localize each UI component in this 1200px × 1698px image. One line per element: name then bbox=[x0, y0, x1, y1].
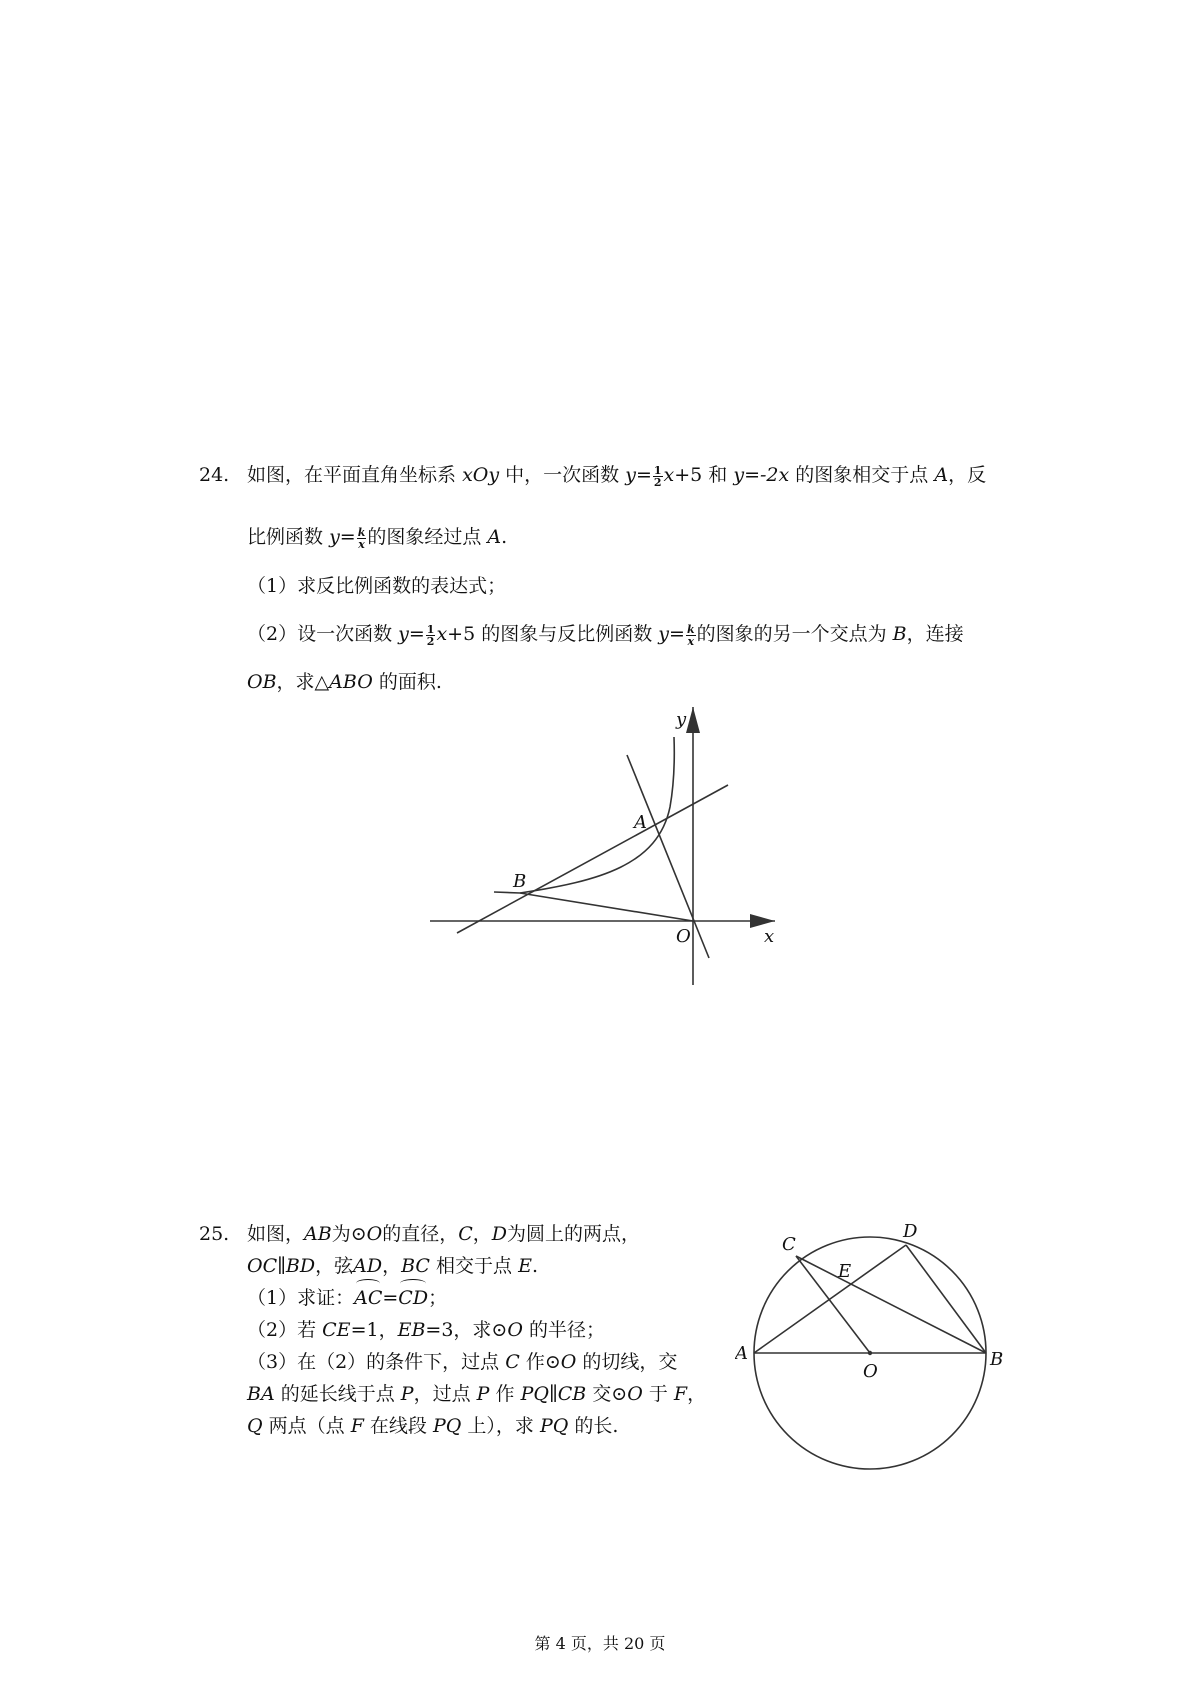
numerator: k bbox=[357, 525, 366, 539]
denominator: x bbox=[687, 634, 695, 648]
label-O: O bbox=[863, 1361, 878, 1382]
text: （2）设一次函数 bbox=[247, 623, 393, 645]
numerator: 1 bbox=[653, 463, 662, 477]
text: 的半径； bbox=[528, 1319, 605, 1341]
label-A: A bbox=[634, 812, 647, 833]
denominator: x bbox=[358, 537, 365, 551]
math-var: CB bbox=[557, 1383, 587, 1405]
label-y: y bbox=[676, 709, 687, 730]
arc-CD: CD bbox=[398, 1284, 428, 1312]
text: =1， bbox=[350, 1319, 398, 1341]
math-var: OC bbox=[247, 1255, 278, 1277]
line-half-x-plus-5 bbox=[457, 785, 728, 933]
math-var: P bbox=[400, 1383, 414, 1405]
q24-part-2-cont bbox=[247, 668, 442, 696]
math-var: F bbox=[350, 1415, 364, 1437]
text: 比例函数 bbox=[247, 526, 324, 548]
text: = bbox=[669, 623, 685, 645]
text: 为⊙ bbox=[331, 1223, 367, 1245]
math-var: A bbox=[934, 464, 949, 486]
fraction bbox=[426, 624, 436, 647]
math-var: AB bbox=[304, 1223, 332, 1245]
text: 和 bbox=[708, 464, 728, 486]
text: ∥ bbox=[548, 1383, 558, 1405]
text: 的直径， bbox=[382, 1223, 459, 1245]
text: =3，求⊙ bbox=[425, 1319, 508, 1341]
q24-part-1: （1）求反比例函数的表达式； bbox=[247, 575, 507, 597]
math-var: O bbox=[627, 1383, 643, 1405]
text: 为圆上的两点， bbox=[507, 1223, 641, 1245]
text: 如图， bbox=[247, 1223, 305, 1245]
q25-line-1 bbox=[247, 1220, 640, 1248]
math-var: BD bbox=[285, 1255, 316, 1277]
math-var: Q bbox=[247, 1415, 263, 1437]
question-number: 24. bbox=[199, 464, 230, 486]
segment-B-ext bbox=[494, 892, 520, 893]
segment-OC bbox=[796, 1256, 870, 1353]
chord-BC bbox=[796, 1256, 986, 1353]
fraction bbox=[686, 624, 696, 647]
math-var: y bbox=[329, 526, 340, 548]
math-var: y bbox=[658, 623, 670, 645]
numerator: k bbox=[686, 622, 695, 636]
math-var: D bbox=[491, 1223, 508, 1245]
text: 的图象经过点 bbox=[367, 526, 482, 548]
text: 的切线，交 bbox=[582, 1351, 678, 1373]
text: ， bbox=[382, 1255, 402, 1277]
text: ， bbox=[472, 1223, 492, 1245]
text: = bbox=[408, 623, 425, 645]
text: 的图象与反比例函数 bbox=[481, 623, 653, 645]
segment-BO bbox=[520, 893, 693, 921]
q25-part-1 bbox=[247, 1284, 447, 1312]
q25-part-3-cont-1 bbox=[247, 1380, 706, 1408]
math-var: O bbox=[507, 1319, 523, 1341]
text: +5 bbox=[447, 623, 476, 645]
text: ∥ bbox=[277, 1255, 286, 1277]
q25-line-2 bbox=[247, 1252, 538, 1280]
text: ，求△ bbox=[276, 671, 330, 693]
math-var: x bbox=[663, 464, 675, 486]
label-E: E bbox=[838, 1261, 852, 1282]
text: 相交于点 bbox=[436, 1255, 513, 1277]
text: = bbox=[339, 526, 356, 548]
denominator: 2 bbox=[426, 634, 435, 648]
math-var: F bbox=[673, 1383, 688, 1405]
text: 上），求 bbox=[467, 1415, 534, 1437]
label-B: B bbox=[513, 871, 527, 892]
fraction bbox=[357, 527, 367, 550]
text: 的面积. bbox=[378, 671, 442, 693]
chord-AD bbox=[754, 1245, 906, 1353]
numerator: 1 bbox=[426, 622, 435, 636]
label-x: x bbox=[764, 926, 775, 947]
math-expr: y=-2x bbox=[733, 464, 790, 486]
text: 的延长线于点 bbox=[280, 1383, 395, 1405]
text: ，反 bbox=[948, 464, 987, 486]
text: 于 bbox=[648, 1383, 668, 1405]
q25-part-3-cont-2 bbox=[247, 1412, 618, 1440]
fraction bbox=[653, 465, 663, 488]
text: 的长. bbox=[574, 1415, 619, 1437]
text: ，过点 bbox=[413, 1383, 471, 1405]
math-var: PQ bbox=[539, 1415, 569, 1437]
text: 中，一次函数 bbox=[505, 464, 620, 486]
math-var: ABO bbox=[329, 671, 373, 693]
text: （1）求证： bbox=[247, 1287, 355, 1309]
math-var: P bbox=[476, 1383, 490, 1405]
figure-24-coordinate-graph bbox=[420, 695, 790, 985]
page-footer: 第 4 页，共 20 页 bbox=[534, 1634, 666, 1653]
text: 两点（点 bbox=[268, 1415, 345, 1437]
chord-BD bbox=[906, 1245, 986, 1353]
text: 的图象的另一个交点为 bbox=[696, 623, 887, 645]
label-B: B bbox=[990, 1349, 1004, 1370]
label-O: O bbox=[676, 926, 691, 947]
math-var: PQ bbox=[432, 1415, 462, 1437]
math-var: CE bbox=[322, 1319, 351, 1341]
math-var: B bbox=[892, 623, 907, 645]
math-var: y bbox=[398, 623, 409, 645]
text: ； bbox=[428, 1287, 448, 1309]
text: 作⊙ bbox=[525, 1351, 561, 1373]
text: = bbox=[382, 1287, 399, 1309]
math-var: O bbox=[560, 1351, 577, 1373]
math-var: xOy bbox=[462, 464, 500, 486]
q25-part-2 bbox=[247, 1316, 605, 1344]
text: +5 bbox=[674, 464, 703, 486]
text: . bbox=[501, 526, 508, 548]
label-C: C bbox=[782, 1234, 796, 1255]
text: 交⊙ bbox=[592, 1383, 628, 1405]
math-var: C bbox=[505, 1351, 520, 1373]
text: （3）在（2）的条件下，过点 bbox=[247, 1351, 500, 1373]
q24-line-2 bbox=[247, 523, 507, 551]
text: . bbox=[531, 1255, 538, 1277]
text: ， bbox=[687, 1383, 707, 1405]
text: 如图，在平面直角坐标系 bbox=[247, 464, 457, 486]
text: ，连接 bbox=[906, 623, 964, 645]
math-var: OB bbox=[247, 671, 277, 693]
q24-part-2 bbox=[247, 620, 964, 648]
q24-line-1 bbox=[247, 461, 986, 489]
math-var: C bbox=[458, 1223, 473, 1245]
text: 的图象相交于点 bbox=[795, 464, 929, 486]
y-axis-arrow bbox=[686, 707, 700, 733]
math-var: x bbox=[436, 623, 448, 645]
arc-AC: AC bbox=[354, 1284, 382, 1312]
q25-part-3 bbox=[247, 1348, 677, 1376]
math-var: AD bbox=[353, 1255, 383, 1277]
text: = bbox=[635, 464, 652, 486]
denominator: 2 bbox=[653, 475, 662, 489]
math-var: PQ bbox=[520, 1383, 549, 1405]
math-var: O bbox=[366, 1223, 383, 1245]
math-var: BA bbox=[247, 1383, 275, 1405]
question-number: 25. bbox=[199, 1223, 230, 1245]
text: ，弦 bbox=[315, 1255, 354, 1277]
math-var: EB bbox=[397, 1319, 426, 1341]
math-var: BC bbox=[401, 1255, 430, 1277]
text: 在线段 bbox=[369, 1415, 427, 1437]
figure-25-circle-diagram bbox=[735, 1215, 1005, 1475]
text: 作 bbox=[495, 1383, 515, 1405]
text: （2）若 bbox=[247, 1319, 317, 1341]
label-A: A bbox=[735, 1343, 748, 1364]
math-var: A bbox=[487, 526, 502, 548]
math-var: y bbox=[625, 464, 636, 486]
math-var: E bbox=[518, 1255, 532, 1277]
label-D: D bbox=[903, 1221, 918, 1242]
center-point-O bbox=[868, 1351, 872, 1355]
